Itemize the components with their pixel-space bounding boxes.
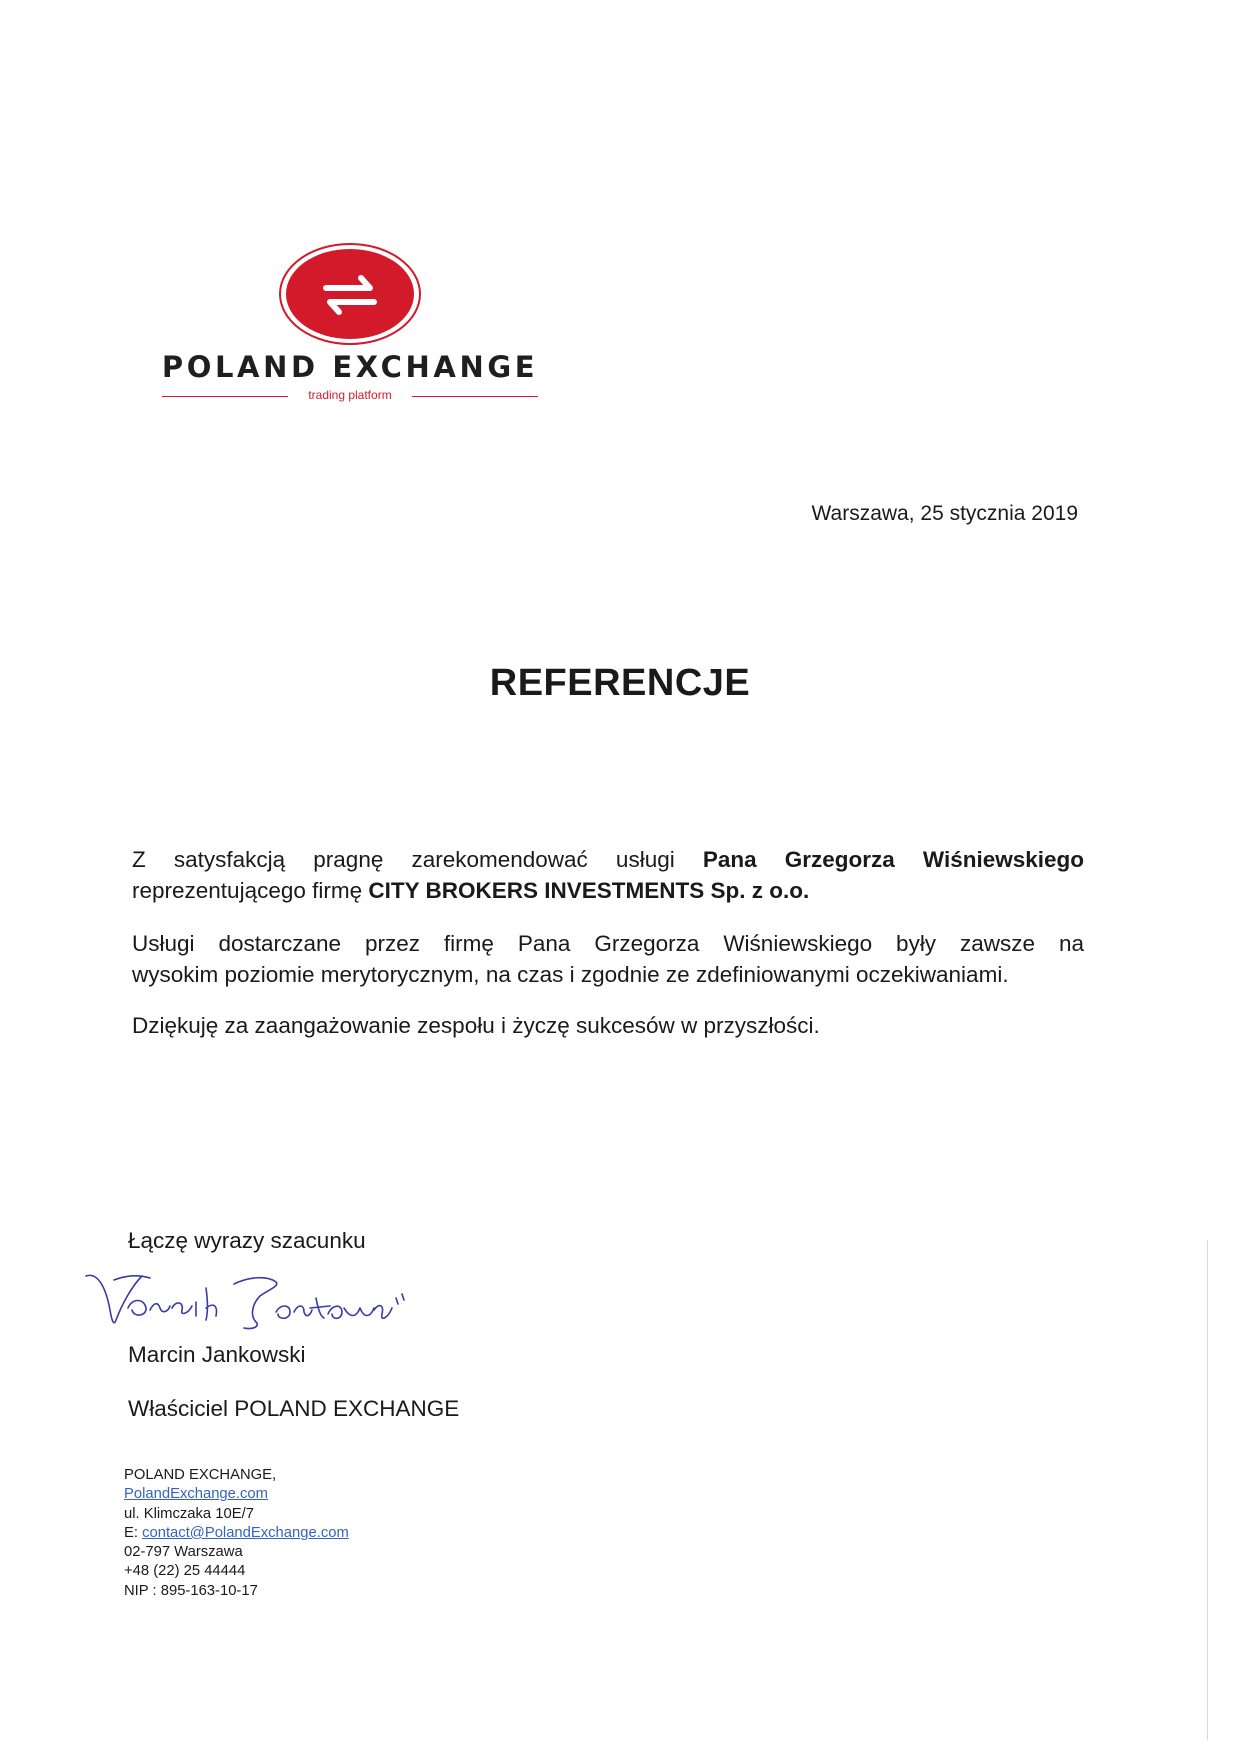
company-logo (160, 242, 540, 402)
handwritten-signature (84, 1268, 424, 1348)
footer-city: 02-797 Warszawa (124, 1544, 243, 1561)
footer-phone: +48 (22) 25 44444 (124, 1563, 246, 1580)
email-link[interactable]: contact@PolandExchange.com (142, 1524, 349, 1541)
document-title: REFERENCJE (489, 662, 751, 704)
tagline-rule-left (162, 396, 288, 397)
company-name: CITY BROKERS INVESTMENTS Sp. z o.o. (368, 878, 810, 903)
tagline-rule-right (412, 396, 538, 397)
footer-street: ul. Klimczaka 10E/7 (124, 1505, 254, 1522)
paragraph-line: Dziękuję za zaangażowanie zespołu i życzę sukcesów w przyszłości. (132, 1013, 820, 1038)
text-run: reprezentującego firmę (132, 878, 369, 903)
paragraph-services (132, 928, 1084, 990)
paragraph-recommendation (132, 844, 1084, 906)
paragraph-line: wysokim poziomie merytorycznym, na czas i zgodnie ze zdefiniowanymi oczekiwaniami. (132, 962, 1009, 987)
exchange-arrows-icon (278, 242, 422, 346)
paragraph-line (132, 875, 1084, 906)
brand-name: POLAND EXCHANGE (161, 350, 539, 384)
signer-name: Marcin Jankowski (128, 1342, 306, 1367)
website-link[interactable]: PolandExchange.com (124, 1486, 268, 1503)
tagline-row (162, 388, 538, 404)
footer-nip: NIP : 895-163-10-17 (124, 1582, 258, 1599)
footer-company: POLAND EXCHANGE, (124, 1467, 277, 1483)
contact-footer (124, 1466, 349, 1601)
person-name: Pana Grzegorza Wiśniewskiego (702, 847, 1085, 872)
letter-date: Warszawa, 25 stycznia 2019 (811, 502, 1078, 525)
paragraph-line: Usługi dostarczane przez firmę Pana Grzegorza Wiśniewskiego były zawsze na (132, 931, 1084, 956)
signer-role: Właściciel POLAND EXCHANGE (128, 1396, 460, 1421)
brand-tagline: trading platform (308, 388, 392, 402)
text-run: Z satysfakcją pragnę zarekomendować usługi (132, 847, 703, 872)
email-label: E: (124, 1524, 143, 1541)
scan-edge-line (1207, 1240, 1208, 1740)
closing-phrase: Łączę wyrazy szacunku (128, 1228, 366, 1253)
paragraph-thanks (132, 1010, 1084, 1041)
paragraph-line (132, 844, 1084, 875)
